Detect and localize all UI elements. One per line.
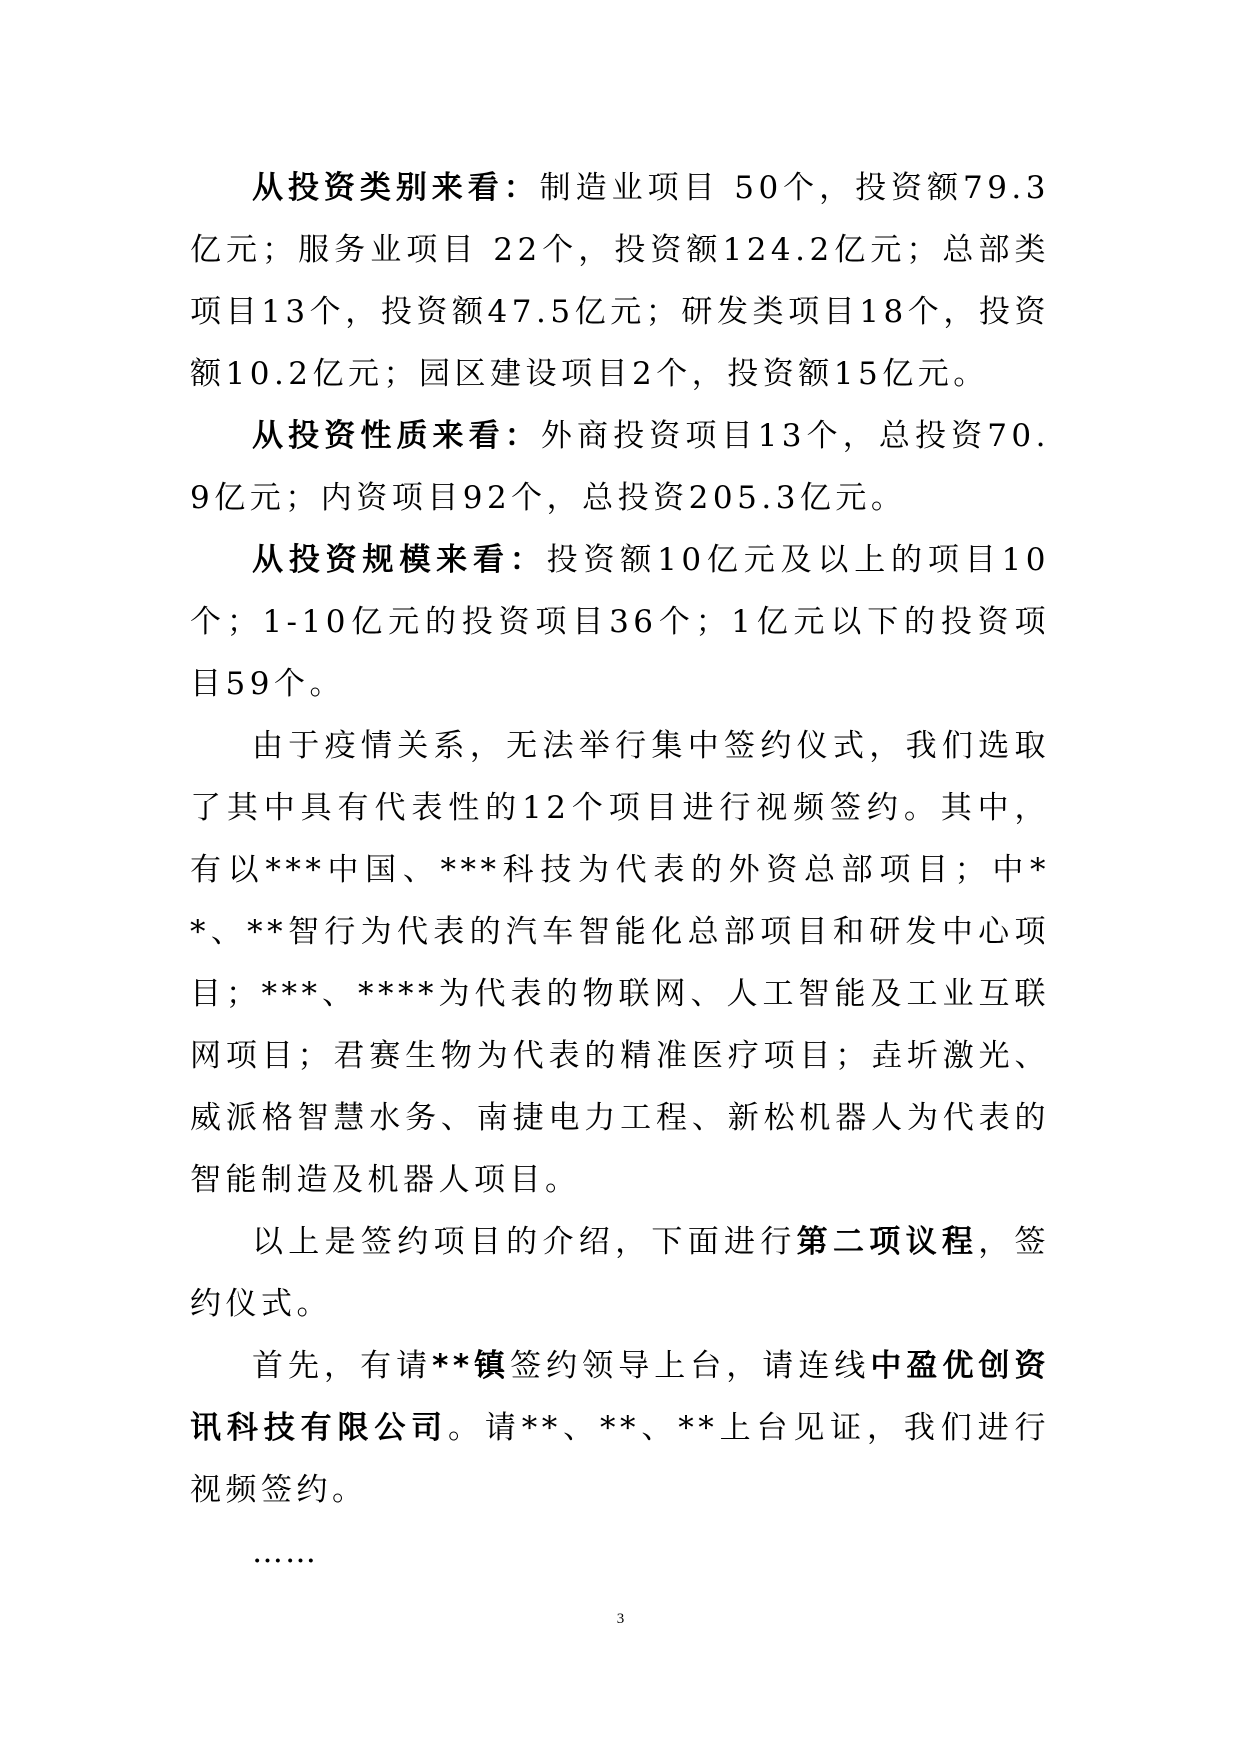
bold-company-name: 中盈优创资讯科技有限公司 — [190, 1348, 1051, 1446]
paragraph-second-agenda — [190, 1211, 1050, 1335]
text-signing-leaders-3: 。请**、**、**上台见证，我们进行视频签约。 — [190, 1410, 1051, 1508]
paragraph-investment-scale — [190, 529, 1050, 715]
bold-town-name: **镇 — [432, 1348, 511, 1384]
text-video-signing: 由于疫情关系，无法举行集中签约仪式，我们选取了其中具有代表性的12个项目进行视频签约。其中，有以***中国、***科技为代表的外资总部项目；中**、**智行为代表的汽车智能化总部项目和研发中心项目；***、****为代表的物联网、人工智能及工业互联网项目；君赛生物为代表的精准医疗项目；垚圻激光、威派格智慧水务、南捷电力工程、新松机器人为代表的智能制造及机器人项目。 — [190, 728, 1050, 1198]
text-signing-leaders-2: 签约领导上台，请连线 — [510, 1348, 871, 1384]
text-investment-category: 制造业项目 50个，投资额79.3亿元；服务业项目 22个，投资额124.2亿元；总部类项目13个，投资额47.5亿元；研发类项目18个，投资额10.2亿元；园区建设项目2个，投资额15亿元。 — [190, 170, 1050, 392]
text-second-agenda-after: ，签约仪式。 — [190, 1224, 1051, 1322]
page-number: 3 — [616, 1611, 625, 1627]
paragraph-video-signing — [190, 715, 1050, 1211]
bold-second-agenda: 第二项议程 — [796, 1224, 979, 1260]
paragraph-investment-nature — [190, 405, 1050, 529]
text-signing-leaders-1: 首先，有请 — [252, 1348, 433, 1384]
document-body — [190, 157, 1050, 1583]
heading-investment-category: 从投资类别来看： — [252, 170, 540, 206]
text-investment-scale: 投资额10亿元及以上的项目10个；1-10亿元的投资项目36个；1亿元以下的投资项目59个。 — [190, 542, 1050, 702]
ellipsis: …… — [252, 1534, 318, 1570]
heading-investment-scale: 从投资规模来看： — [252, 542, 547, 578]
heading-investment-nature: 从投资性质来看： — [252, 418, 541, 454]
text-investment-nature: 外商投资项目13个，总投资70.9亿元；内资项目92个，总投资205.3亿元。 — [190, 418, 1051, 516]
paragraph-signing-leaders — [190, 1335, 1050, 1521]
text-second-agenda-before: 以上是签约项目的介绍，下面进行 — [252, 1224, 797, 1260]
paragraph-investment-category — [190, 157, 1050, 405]
